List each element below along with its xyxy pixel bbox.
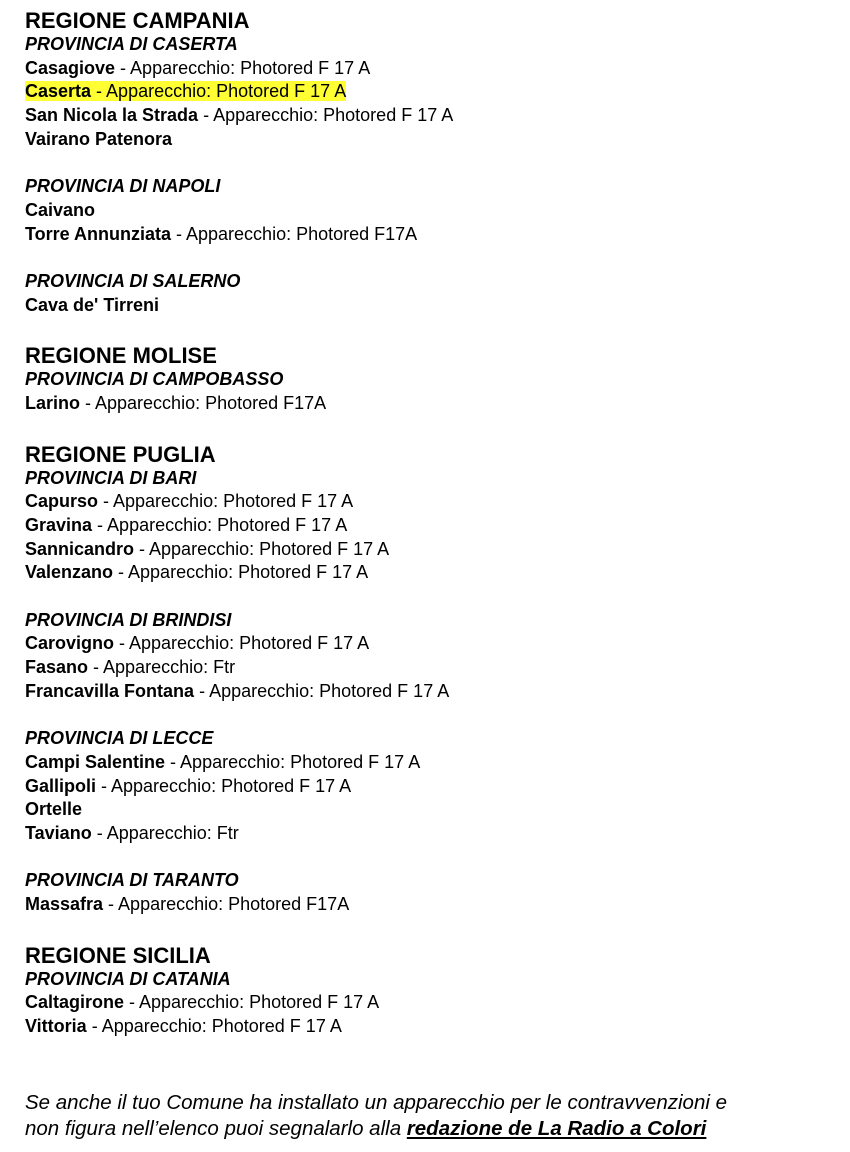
- entry-text: [25, 681, 449, 701]
- town-name: Fasano: [25, 657, 89, 678]
- town-name: Taviano: [25, 822, 92, 843]
- entry-text: [25, 894, 349, 914]
- entry-text: [25, 539, 389, 559]
- highlighted-entry: [25, 81, 346, 101]
- footer-line-1: Se anche il tuo Comune ha installato un apparecchio per le contravvenzioni e: [25, 1091, 727, 1114]
- entry-text: [25, 393, 326, 413]
- footer-line-2-text: non figura nell’elenco puoi segnalarlo alla: [25, 1117, 407, 1140]
- province-title: PROVINCIA DI CAMPOBASSO: [25, 369, 284, 390]
- town-name: Casagiove: [25, 57, 116, 78]
- entry-text: [25, 491, 353, 511]
- town-entry-vittoria: [25, 1015, 835, 1039]
- entry-text: [25, 633, 369, 653]
- entry-text: [25, 776, 351, 796]
- device-info: - Apparecchio: Photored F 17 A: [98, 491, 354, 512]
- town-name: San Nicola la Strada: [25, 105, 199, 126]
- province-title: PROVINCIA DI LECCE: [25, 728, 214, 749]
- entry-text: [25, 105, 453, 125]
- entry-text: [25, 200, 95, 220]
- region-title: REGIONE MOLISE: [25, 343, 217, 369]
- town-entry-fasano: [25, 656, 835, 680]
- town-entry-torre-annunziata: [25, 223, 835, 247]
- town-entry-francavilla-fontana: [25, 680, 835, 704]
- region-title: REGIONE PUGLIA: [25, 441, 216, 467]
- town-entry-sannicandro: [25, 538, 835, 562]
- spacer: [25, 704, 835, 728]
- device-info: - Apparecchio: Ftr: [88, 657, 236, 678]
- device-info: - Apparecchio: Photored F 17 A: [194, 680, 450, 701]
- town-name: Massafra: [25, 894, 104, 914]
- town-name: Carovigno: [25, 633, 115, 654]
- entry-text: [25, 562, 368, 582]
- town-entry-massafra: [25, 893, 835, 917]
- town-entry-caltagirone: [25, 991, 835, 1015]
- spacer: [25, 246, 835, 270]
- device-info: - Apparecchio: Photored F 17 A: [113, 562, 369, 583]
- town-name: Capurso: [25, 491, 99, 512]
- region-title: REGIONE CAMPANIA: [25, 8, 250, 33]
- town-name: Gravina: [25, 515, 93, 535]
- town-name: Caivano: [25, 199, 96, 220]
- town-entry-gallipoli: [25, 775, 835, 799]
- town-entry-valenzano: [25, 561, 835, 585]
- entry-text: [25, 992, 379, 1012]
- town-entry-caivano: [25, 199, 835, 223]
- province-title: PROVINCIA DI SALERNO: [25, 270, 241, 291]
- town-name: Caltagirone: [25, 992, 125, 1013]
- regions-list: [25, 8, 835, 1039]
- entry-text: [25, 224, 417, 244]
- footer-line-2: [25, 1116, 845, 1142]
- device-info: - Apparecchio: Ftr: [91, 822, 239, 843]
- spacer: [25, 917, 835, 943]
- town-entry-san-nicola-la-strada: [25, 104, 835, 128]
- spacer: [25, 846, 835, 870]
- device-info: - Apparecchio: Photored F 17 A: [91, 81, 347, 102]
- device-info: - Apparecchio: Photored F 17 A: [124, 992, 380, 1013]
- device-info: - Apparecchio: Photored F 17 A: [96, 775, 352, 796]
- footer-note: [25, 1090, 845, 1142]
- entry-text: [25, 799, 82, 819]
- town-name: Vairano Patenora: [25, 128, 173, 149]
- device-info: - Apparecchio: Photored F17A: [103, 894, 350, 914]
- device-info: - Apparecchio: Photored F 17 A: [86, 1016, 342, 1037]
- province-title: PROVINCIA DI NAPOLI: [25, 176, 221, 197]
- entry-text: [25, 129, 172, 149]
- town-name: Gallipoli: [25, 775, 97, 796]
- entry-text: [25, 1016, 342, 1036]
- town-name: Torre Annunziata: [25, 223, 172, 244]
- province-title: PROVINCIA DI CATANIA: [25, 968, 231, 989]
- device-info: - Apparecchio: Photored F17A: [80, 392, 327, 413]
- spacer: [25, 151, 835, 175]
- spacer: [25, 416, 835, 442]
- province-title: PROVINCIA DI BRINDISI: [25, 609, 232, 630]
- town-entry-larino: [25, 392, 835, 416]
- town-name: Francavilla Fontana: [25, 680, 195, 701]
- town-entry-taviano: [25, 822, 835, 846]
- town-name: Caserta: [25, 81, 92, 102]
- province-title: PROVINCIA DI TARANTO: [25, 870, 239, 891]
- town-name: Valenzano: [25, 562, 114, 583]
- town-entry-ortelle: [25, 798, 835, 822]
- region-title: REGIONE SICILIA: [25, 942, 211, 968]
- town-name: Larino: [25, 392, 81, 413]
- town-name: Campi Salentine: [25, 751, 166, 772]
- town-name: Sannicandro: [25, 538, 135, 559]
- entry-text: [25, 752, 420, 772]
- town-name: Vittoria: [25, 1016, 87, 1037]
- device-info: - Apparecchio: Photored F17A: [171, 223, 418, 244]
- device-info: - Apparecchio: Photored F 17 A: [114, 633, 370, 654]
- entry-text: [25, 295, 159, 315]
- device-info: - Apparecchio: Photored F 17 A: [115, 57, 371, 78]
- town-name: Cava de' Tirreni: [25, 294, 160, 315]
- town-entry-vairano-patenora: [25, 128, 835, 152]
- town-entry-casagiove: [25, 57, 835, 81]
- town-name: Ortelle: [25, 799, 83, 820]
- device-info: - Apparecchio: Photored F 17 A: [92, 515, 348, 535]
- town-entry-caserta: [25, 80, 835, 104]
- entry-text: [25, 823, 239, 843]
- province-title: PROVINCIA DI BARI: [25, 467, 197, 488]
- device-info: - Apparecchio: Photored F 17 A: [134, 538, 390, 559]
- town-entry-capurso: [25, 490, 835, 514]
- town-entry-gravina: [25, 514, 835, 538]
- town-entry-cava-de-tirreni: [25, 294, 835, 318]
- town-entry-campi-salentine: [25, 751, 835, 775]
- spacer: [25, 317, 835, 343]
- device-info: - Apparecchio: Photored F 17 A: [165, 751, 421, 772]
- entry-text: [25, 657, 235, 677]
- entry-text: [25, 58, 370, 78]
- device-info: - Apparecchio: Photored F 17 A: [198, 105, 454, 126]
- entry-text: [25, 515, 347, 535]
- spacer: [25, 585, 835, 609]
- province-title: PROVINCIA DI CASERTA: [25, 34, 238, 54]
- redazione-link[interactable]: redazione de La Radio a Colori: [406, 1117, 707, 1140]
- town-entry-carovigno: [25, 632, 835, 656]
